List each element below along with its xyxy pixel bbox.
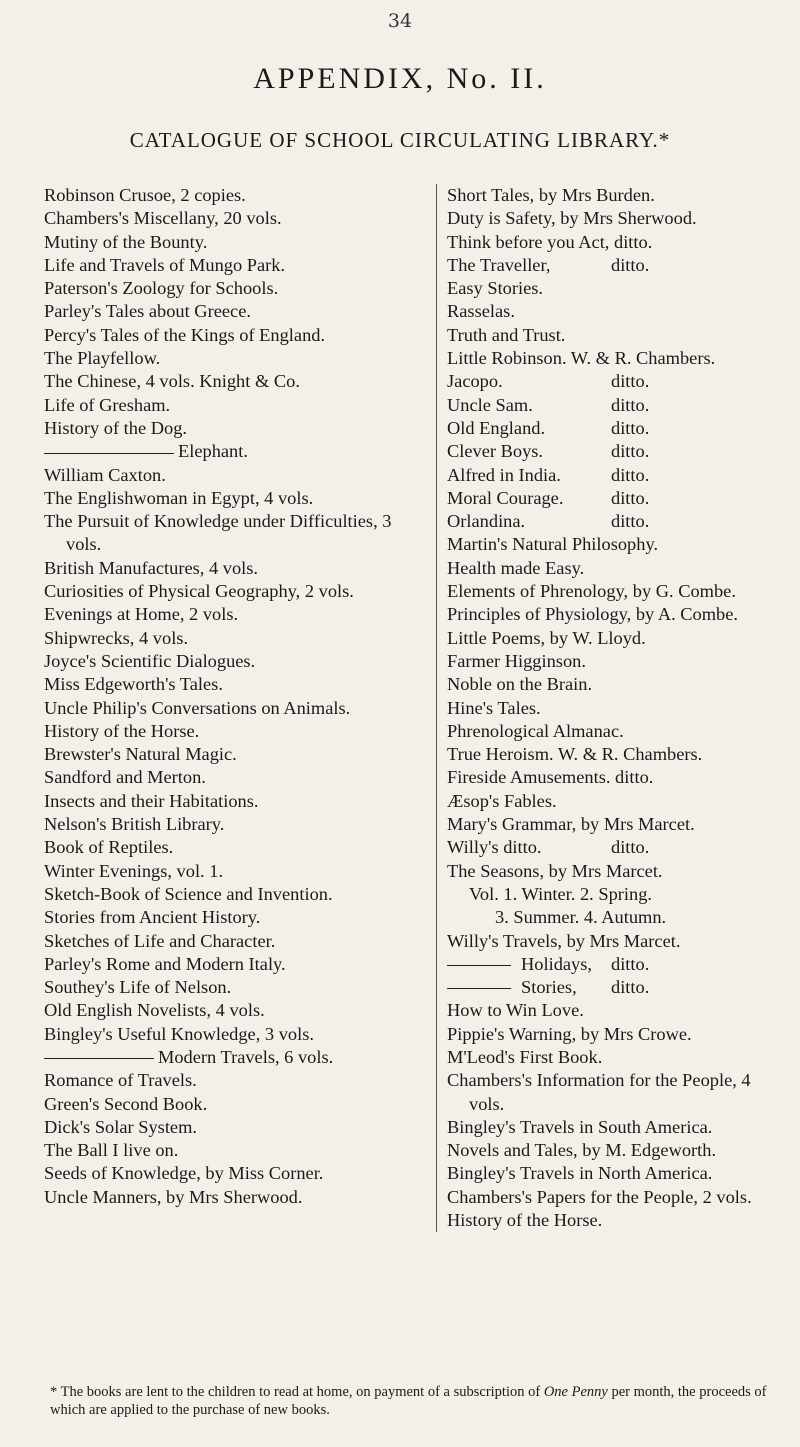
catalogue-entry-ditto <box>44 1046 418 1069</box>
catalogue-entry: The Seasons, by Mrs Marcet. <box>447 860 663 881</box>
catalogue-entry: Novels and Tales, by M. Edgeworth. <box>447 1140 717 1161</box>
catalogue-entry: William Caxton. <box>44 464 166 485</box>
catalogue-entry: The Playfellow. <box>44 348 161 369</box>
entry-author: ditto. <box>611 254 650 275</box>
entry-author: ditto. <box>611 487 650 508</box>
entry-text: Modern Travels, 6 vols. <box>158 1046 334 1067</box>
catalogue-entry: Parley's Tales about Greece. <box>44 301 251 322</box>
catalogue-entry <box>447 254 781 277</box>
entry-title: Willy's ditto. <box>447 837 542 858</box>
catalogue-entry: The Englishwoman in Egypt, 4 vols. <box>44 487 314 508</box>
catalogue-entry: Farmer Higginson. <box>447 650 586 671</box>
catalogue-entry: Nelson's British Library. <box>44 814 225 835</box>
entry-title: Old England. <box>447 417 546 438</box>
catalogue-entry: Chambers's Miscellany, 20 vols. <box>44 208 282 229</box>
left-column <box>44 184 418 1209</box>
catalogue-entry: Green's Second Book. <box>44 1093 208 1114</box>
catalogue-entry: Martin's Natural Philosophy. <box>447 534 659 555</box>
catalogue-entry: Stories from Ancient History. <box>44 907 261 928</box>
catalogue-entry <box>447 394 781 417</box>
catalogue-entry: Life of Gresham. <box>44 394 171 415</box>
catalogue-entry: Noble on the Brain. <box>447 674 593 695</box>
catalogue-entry: Life and Travels of Mungo Park. <box>44 254 286 275</box>
catalogue-entry: Pippie's Warning, by Mrs Crowe. <box>447 1023 692 1044</box>
catalogue-entry: Short Tales, by Mrs Burden. <box>447 185 655 205</box>
catalogue-entry: British Manufactures, 4 vols. <box>44 557 259 578</box>
catalogue-entry: Mary's Grammar, by Mrs Marcet. <box>447 814 695 835</box>
footnote-italic: One Penny <box>543 1384 608 1400</box>
catalogue-entry: Joyce's Scientific Dialogues. <box>44 650 256 671</box>
footnote-text: per month, the proceeds of which are applied to the purchase of new books. <box>50 1384 767 1418</box>
catalogue-entry: Duty is Safety, by Mrs Sherwood. <box>447 208 697 229</box>
catalogue-entry: Willy's Travels, by Mrs Marcet. <box>447 930 681 951</box>
entry-title: Jacopo. <box>447 371 503 392</box>
entry-title: Alfred in India. <box>447 464 561 485</box>
footnote <box>50 1383 780 1419</box>
catalogue-entry: Bingley's Travels in North America. <box>447 1163 713 1184</box>
catalogue-entry: Book of Reptiles. <box>44 837 174 858</box>
catalogue-entry <box>447 510 781 533</box>
catalogue-entry: Paterson's Zoology for Schools. <box>44 278 279 299</box>
catalogue-entry: Little Poems, by W. Lloyd. <box>447 627 646 648</box>
catalogue-entry: Vol. 1. Winter. 2. Spring. <box>469 883 653 904</box>
catalogue-entry: Truth and Trust. <box>447 324 566 345</box>
catalogue-entry <box>447 370 781 393</box>
catalogue-entry: How to Win Love. <box>447 1000 584 1021</box>
catalogue-entry: Fireside Amusements. ditto. <box>447 767 654 788</box>
catalogue-entry: True Heroism. W. & R. Chambers. <box>447 744 703 765</box>
entry-author: ditto. <box>611 417 650 438</box>
entry-author: ditto. <box>611 394 650 415</box>
catalogue-entry: M'Leod's First Book. <box>447 1046 603 1067</box>
entry-text: Stories, <box>521 977 577 998</box>
page-number: 34 <box>387 10 413 32</box>
entry-text: Holidays, <box>521 953 593 974</box>
catalogue-entry: Mutiny of the Bounty. <box>44 231 208 252</box>
catalogue-entry-ditto <box>44 440 418 463</box>
catalogue-entry: Rasselas. <box>447 301 515 322</box>
catalogue-entry: Uncle Manners, by Mrs Sherwood. <box>44 1186 303 1207</box>
catalogue-entry: Chambers's Information for the People, 4 vols. <box>447 1070 751 1114</box>
entry-title: Clever Boys. <box>447 441 544 462</box>
catalogue-entry: History of the Horse. <box>447 1210 603 1231</box>
catalogue-title: CATALOGUE OF SCHOOL CIRCULATING LIBRARY.* <box>129 128 671 152</box>
entry-author: ditto. <box>611 371 650 392</box>
catalogue-entry: Hine's Tales. <box>447 697 541 718</box>
catalogue-entry: Bingley's Useful Knowledge, 3 vols. <box>44 1023 314 1044</box>
catalogue-entry: History of the Dog. <box>44 417 188 438</box>
catalogue-entry: The Pursuit of Knowledge under Difficulties, 3 vols. <box>44 511 392 555</box>
catalogue-entry <box>447 836 781 859</box>
ditto-dash <box>447 965 511 966</box>
entry-author: ditto. <box>611 837 650 858</box>
catalogue-entry: Winter Evenings, vol. 1. <box>44 860 224 881</box>
catalogue-entry <box>447 417 781 440</box>
catalogue-entry <box>447 464 781 487</box>
ditto-dash <box>44 1058 154 1059</box>
right-column <box>436 184 781 1232</box>
catalogue-entry: Sketch-Book of Science and Invention. <box>44 883 333 904</box>
catalogue-entry: 3. Summer. 4. Autumn. <box>495 907 667 928</box>
catalogue-entry: Insects and their Habitations. <box>44 790 259 811</box>
catalogue-entry: Health made Easy. <box>447 557 585 578</box>
catalogue-entry: History of the Horse. <box>44 720 200 741</box>
entry-author: ditto. <box>611 464 650 485</box>
ditto-dash <box>447 988 511 989</box>
catalogue-entry: Little Robinson. W. & R. Chambers. <box>447 348 716 369</box>
entry-title: The Traveller, <box>447 254 551 275</box>
catalogue-entry: Evenings at Home, 2 vols. <box>44 604 239 625</box>
catalogue-entry: The Chinese, 4 vols. Knight & Co. <box>44 371 300 392</box>
appendix-title: APPENDIX, No. II. <box>253 62 547 95</box>
catalogue-entry <box>447 953 781 976</box>
catalogue-entry: Old English Novelists, 4 vols. <box>44 1000 265 1021</box>
catalogue-entry: Seeds of Knowledge, by Miss Corner. <box>44 1163 324 1184</box>
entry-title <box>447 976 611 999</box>
entry-author: ditto. <box>611 977 650 998</box>
catalogue-entry: Curiosities of Physical Geography, 2 vols. <box>44 581 354 602</box>
entry-author: ditto. <box>611 441 650 462</box>
catalogue-entry: Miss Edgeworth's Tales. <box>44 674 223 695</box>
catalogue-entry: Shipwrecks, 4 vols. <box>44 627 189 648</box>
catalogue-entry: Principles of Physiology, by A. Combe. <box>447 604 739 625</box>
catalogue-entry: Easy Stories. <box>447 278 544 299</box>
catalogue-entry: Æsop's Fables. <box>447 790 557 811</box>
catalogue-entry: Phrenological Almanac. <box>447 720 624 741</box>
catalogue-entry <box>447 440 781 463</box>
catalogue-entry: Elements of Phrenology, by G. Combe. <box>447 581 736 602</box>
catalogue-entry: Romance of Travels. <box>44 1070 197 1091</box>
catalogue-entry: Bingley's Travels in South America. <box>447 1116 713 1137</box>
catalogue-entry: Parley's Rome and Modern Italy. <box>44 953 286 974</box>
entry-title <box>447 953 611 976</box>
catalogue-entry: Southey's Life of Nelson. <box>44 977 232 998</box>
entry-author: ditto. <box>611 511 650 532</box>
entry-title: Moral Courage. <box>447 487 564 508</box>
ditto-dash <box>44 453 174 454</box>
catalogue-entry: Uncle Philip's Conversations on Animals. <box>44 697 351 718</box>
entry-text: Elephant. <box>178 441 248 462</box>
catalogue-entry: Sandford and Merton. <box>44 767 206 788</box>
catalogue-entry: Percy's Tales of the Kings of England. <box>44 324 326 345</box>
catalogue-entry: Sketches of Life and Character. <box>44 930 276 951</box>
catalogue-entry: Robinson Crusoe, 2 copies. <box>44 185 246 205</box>
catalogue-entry: The Ball I live on. <box>44 1140 179 1161</box>
entry-title: Orlandina. <box>447 511 526 532</box>
catalogue-entry: Dick's Solar System. <box>44 1116 197 1137</box>
catalogue-entry: Think before you Act, ditto. <box>447 231 653 252</box>
footnote-text: * The books are lent to the children to read at home, on payment of a subscription of <box>50 1384 544 1400</box>
catalogue-entry: Chambers's Papers for the People, 2 vols. <box>447 1186 752 1207</box>
catalogue-entry: Brewster's Natural Magic. <box>44 744 237 765</box>
entry-author: ditto. <box>611 953 650 974</box>
entry-title: Uncle Sam. <box>447 394 533 415</box>
catalogue-entry <box>447 976 781 999</box>
catalogue-entry <box>447 487 781 510</box>
